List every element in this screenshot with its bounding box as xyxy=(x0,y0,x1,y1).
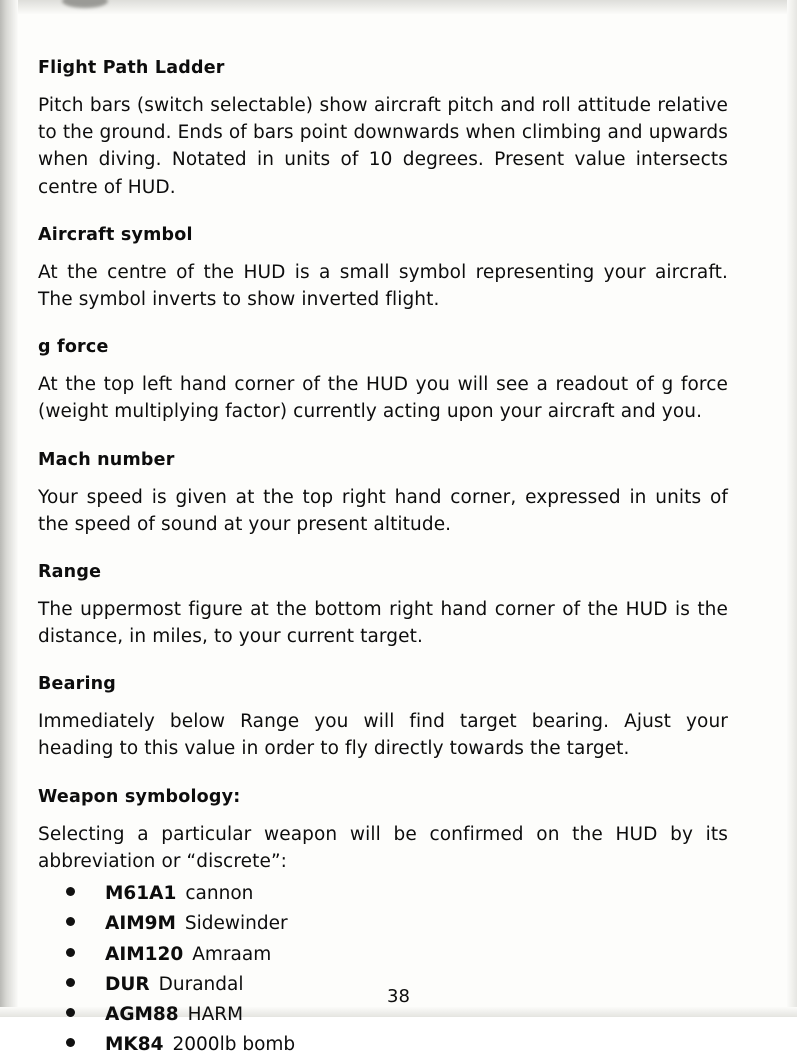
section-heading-bearing: Bearing xyxy=(38,674,117,695)
weapon-abbreviation: AGM88 xyxy=(105,1004,179,1026)
section-heading-mach-number: Mach number xyxy=(38,449,175,470)
page-edge-shadow-top xyxy=(0,0,797,14)
weapon-description: HARM xyxy=(187,1004,244,1026)
weapon-description: cannon xyxy=(185,883,254,904)
weapon-abbreviation: M61A1 xyxy=(105,883,177,904)
bullet-icon xyxy=(66,948,75,957)
bullet-icon xyxy=(66,917,75,926)
weapon-abbreviation: MK84 xyxy=(105,1034,164,1056)
list-item xyxy=(66,1032,728,1058)
weapon-description: Sidewinder xyxy=(184,913,288,935)
section-body-flight-path-ladder: Pitch bars (switch selectable) show aircraft pitch and roll attitude relative to the ground. Ends of bars point downwards when climbing and upwards when diving. Notated in units of 10 degrees. Present value intersects centre of HUD. xyxy=(38,95,728,198)
page-edge-shadow-left xyxy=(0,0,18,1017)
section-body-weapon-symbology: Selecting a particular weapon will be confirmed on the HUD by its abbreviation or “discrete”: xyxy=(38,823,728,872)
section-body-mach-number: Your speed is given at the top right hand corner, expressed in units of the speed of sound at your present altitude. xyxy=(38,486,728,535)
weapon-description: 2000lb bomb xyxy=(172,1034,296,1056)
section-heading-g-force: g force xyxy=(38,337,109,358)
section-heading-range: Range xyxy=(38,561,102,582)
weapon-symbology-list xyxy=(38,881,728,1059)
page-edge-shadow-right xyxy=(787,0,797,1017)
bullet-icon xyxy=(66,1038,75,1047)
list-item xyxy=(66,911,728,937)
section-body-bearing: Immediately below Range you will find target bearing. Ajust your heading to this value in order to fly directly towards the target. xyxy=(38,711,728,760)
list-item xyxy=(66,942,728,968)
weapon-abbreviation: AIM120 xyxy=(105,943,184,965)
page-content xyxy=(38,58,728,1063)
bullet-icon xyxy=(66,887,75,896)
weapon-description: Durandal xyxy=(158,973,244,995)
page-number: 38 xyxy=(387,986,410,1007)
section-body-range: The uppermost figure at the bottom right hand corner of the HUD is the distance, in miles, to your current target. xyxy=(38,598,728,648)
weapon-abbreviation: DUR xyxy=(105,973,150,995)
section-heading-weapon-symbology: Weapon symbology: xyxy=(38,786,241,807)
section-body-aircraft-symbol: At the centre of the HUD is a small symbol representing your aircraft. The symbol inverts to show inverted flight. xyxy=(38,261,728,310)
list-item xyxy=(66,881,728,907)
weapon-abbreviation: AIM9M xyxy=(105,913,176,935)
section-heading-aircraft-symbol: Aircraft symbol xyxy=(38,224,193,245)
bullet-icon xyxy=(66,1008,75,1017)
section-body-g-force: At the top left hand corner of the HUD you will see a readout of g force (weight multiplying factor) currently acting upon your aircraft and you. xyxy=(38,374,728,423)
weapon-description: Amraam xyxy=(192,943,272,965)
section-heading-flight-path-ladder: Flight Path Ladder xyxy=(38,58,225,78)
